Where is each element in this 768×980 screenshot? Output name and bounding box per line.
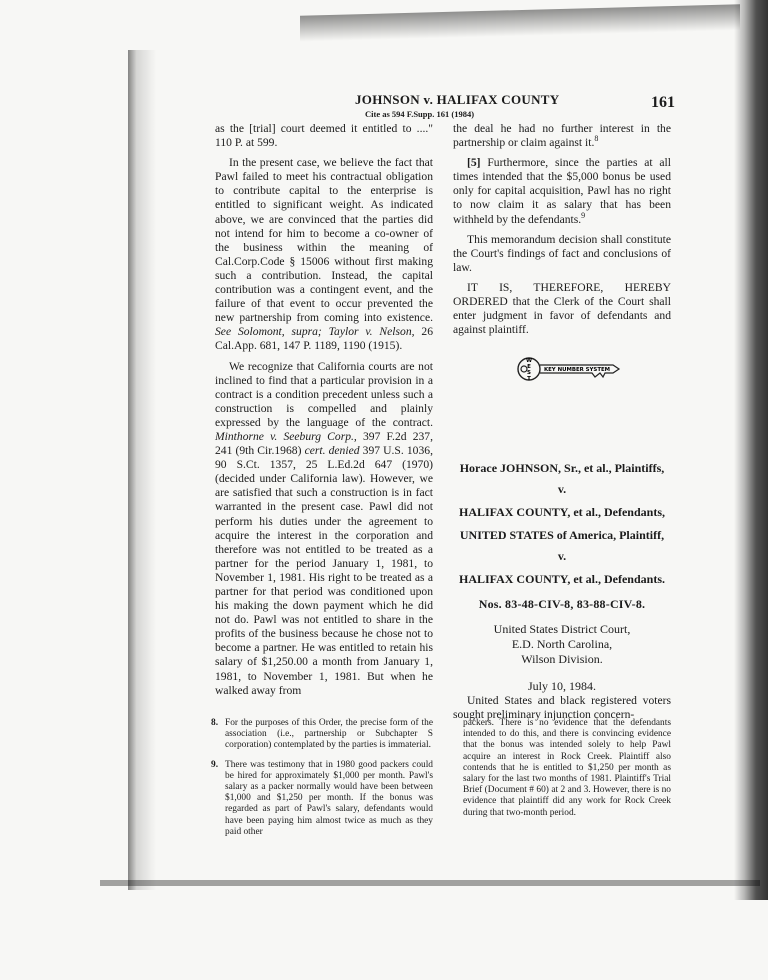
caption-party: HALIFAX COUNTY, et al., Defendants, bbox=[458, 505, 665, 520]
scan-shadow-right bbox=[734, 0, 768, 900]
footnotes-right bbox=[453, 718, 671, 827]
key-letter: E bbox=[527, 364, 531, 371]
decision-date: July 10, 1984. bbox=[527, 679, 596, 694]
scan-shadow-top bbox=[300, 4, 740, 42]
scan-shadow-left bbox=[128, 50, 156, 890]
paragraph bbox=[453, 156, 671, 226]
paragraph bbox=[453, 122, 671, 150]
paragraph: IT IS, THEREFORE, HEREBY ORDERED that the Clerk of the Court shall enter judgment in favor of defendants and against plaintiff. bbox=[453, 280, 671, 337]
paragraph bbox=[215, 360, 433, 698]
caption-party: UNITED STATES of America, Plaintiff, bbox=[459, 528, 665, 543]
case-citation: cert. denied bbox=[304, 444, 360, 458]
footnote-number: 9. bbox=[211, 759, 219, 770]
key-letter: W bbox=[525, 358, 533, 365]
case-citation: See Solomont, supra; Taylor v. Nelson, bbox=[215, 325, 415, 339]
paragraph-text: 397 U.S. 1036, 90 S.Ct. 1357, 25 L.Ed.2d 647 (1970) (decided under California law). However, we are satisfied that such a construction is in fact warranted in the present case. Pawl did not perform his duties under the agreement to acquire the interest in the corporation and therefore was not entitled to be treated as a partner for the period January 1, 1981, to November 1, 1981. His right to be treated as a partner for that period was conditioned upon his making the down payment which he did not do. Pawl was not entitled to share in the profits of the business because he chose not to become a partner. He was entitled to retain his salary of $1,250.00 a month from January 1, 1981, to November 1, 1981. But when he walked away from bbox=[215, 444, 433, 697]
running-head-citation: Cite as 594 F.Supp. 161 (1984) bbox=[365, 109, 475, 119]
footnotes-left bbox=[211, 718, 433, 846]
footnote-text: For the purposes of this Order, the precise form of the association (i.e., partnership or Subchapter S corporation) contemplated by the parties is immaterial. bbox=[225, 718, 433, 751]
case-caption bbox=[453, 461, 671, 694]
paragraph bbox=[215, 156, 433, 353]
footnote-number: 8. bbox=[211, 718, 219, 728]
court-line: E.D. North Carolina, bbox=[511, 637, 613, 652]
key-letter: S bbox=[527, 370, 531, 377]
page-header bbox=[215, 88, 685, 124]
footnote bbox=[211, 718, 433, 752]
left-column bbox=[215, 122, 433, 704]
case-summary: United States and black registered voters sought preliminary injunction concern- bbox=[453, 694, 671, 722]
footnote-ref[interactable]: 8 bbox=[594, 134, 599, 144]
footnote-continued bbox=[453, 718, 671, 819]
footnote-ref[interactable]: 9 bbox=[581, 210, 586, 220]
key-number-label: KEY NUMBER SYSTEM bbox=[543, 367, 611, 374]
case-citation: Minthorne v. Seeburg Corp., bbox=[215, 429, 357, 443]
paragraph-text: We recognize that California courts are not inclined to find that a particular provision in a contract is a condition precedent unless such a construction is compelled and plainly expressed by the language of the contract. bbox=[215, 359, 433, 429]
paragraph: as the [trial] court deemed it entitled to ...." 110 P. at 599. bbox=[215, 122, 433, 150]
paragraph-text: 397 F.2d 237, 241 (9th Cir.1968) bbox=[215, 429, 433, 458]
paragraph: This memorandum decision shall constitute the Court's findings of fact and conclusions of law. bbox=[453, 232, 671, 274]
paragraph-text: the deal he had no further interest in the partnership or claim against it. bbox=[453, 122, 671, 150]
scan-shadow-bottom bbox=[100, 880, 760, 886]
paragraph-text: Furthermore, since the parties at all times intended that the $5,000 bonus be used only for capital acquisition, Pawl has no right to now claim it as salary that has been withheld by the defendants. bbox=[453, 156, 671, 226]
paragraph-text: 26 Cal.App. 681, 147 P. 1189, 1190 (1915). bbox=[215, 325, 433, 353]
court-line: Wilson Division. bbox=[521, 652, 603, 667]
caption-versus: v. bbox=[557, 549, 567, 564]
headnote-number: [5] bbox=[467, 156, 481, 170]
paragraph-text: In the present case, we believe the fact that Pawl failed to meet his contractual obligation to contribute capital to the enterprise is entitled to significant weight. As indicated above, we are convinced that the parties did not intend for him to become a co-owner of the business within the meaning of Cal.Corp.Code § 15006 without first making such a contribution. Instead, the capital contribution was a contingent event, and the failure of that event to occur prevented the new partnership from coming into existence. bbox=[215, 156, 433, 325]
running-head-case-name: JOHNSON v. HALIFAX COUNTY bbox=[355, 92, 560, 107]
footnote-text: There was testimony that in 1980 good packers could be hired for approximately $1,000 per month. Pawl's salary as a packer normally would have been between $1,000 and $1,250 per month. If the bonus was regarded as part of Pawl's salary, defendants would have been paying him almost twice as much as they paid other bbox=[225, 759, 433, 837]
footnote bbox=[211, 759, 433, 838]
key-icon bbox=[517, 355, 625, 383]
caption-party: Horace JOHNSON, Sr., et al., Plaintiffs, bbox=[459, 461, 665, 476]
west-key-number-logo bbox=[517, 355, 625, 383]
docket-numbers: Nos. 83-48-CIV-8, 83-88-CIV-8. bbox=[478, 597, 646, 612]
court-name bbox=[453, 622, 671, 667]
document-page bbox=[211, 88, 685, 868]
caption-versus: v. bbox=[557, 482, 567, 497]
footnote-text: packers. There is no evidence that the defendants intended to do this, and there is convincing evidence that the bonus was intended solely to help Pawl acquire an interest in Rock Creek. Plaintiff also contends that he is entitled to $1,250 per month as salary for the last two months of 1981. Plaintiff's Trial Brief (Document # 60) at 2 and 3. However, there is no evidence that plaintiff did any work for Rock Creek during that two-month period. bbox=[463, 718, 671, 818]
court-line: United States District Court, bbox=[493, 622, 631, 637]
caption-party: HALIFAX COUNTY, et al., Defendants. bbox=[458, 572, 665, 587]
key-letter: T bbox=[527, 376, 531, 383]
right-column bbox=[453, 122, 671, 729]
page-number: 161 bbox=[651, 94, 675, 111]
